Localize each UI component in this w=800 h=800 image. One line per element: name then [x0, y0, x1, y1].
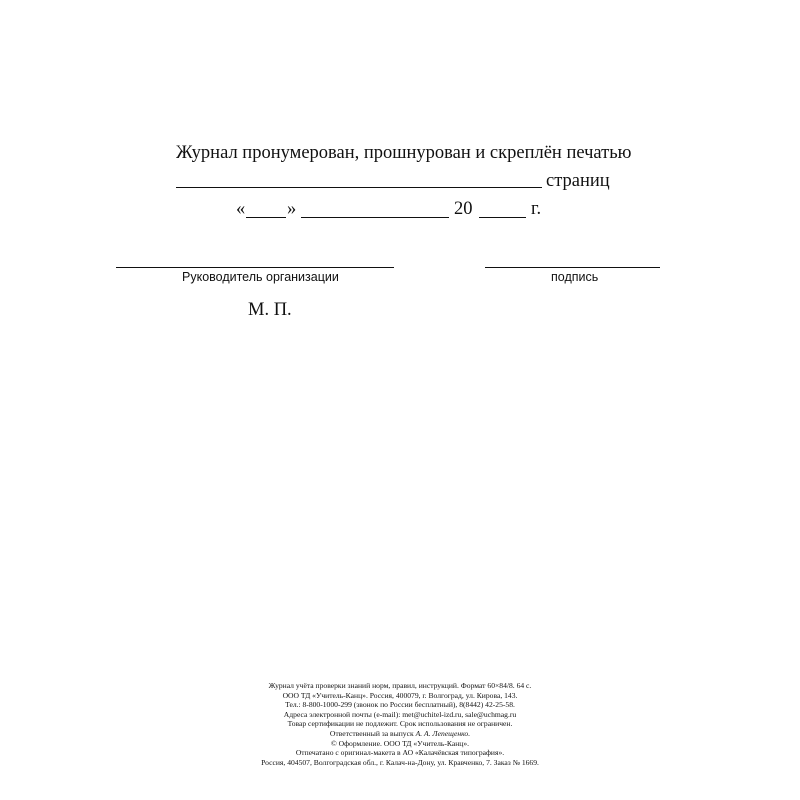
date-close-quote: »: [287, 199, 297, 219]
imprint-line: © Оформление. ООО ТД «Учитель-Канц».: [330, 738, 470, 748]
head-signature-line: [116, 267, 394, 268]
responsible-prefix: Ответственный за выпуск: [329, 728, 414, 738]
imprint-line: ООО ТД «Учитель-Канц». Россия, 400079, г. Волгоград, ул. Кирова, 143.: [282, 690, 518, 700]
pages-count-blank: [176, 187, 542, 188]
imprint-line: Отпечатано с оригинал-макета в АО «Калачёвская типография».: [295, 748, 505, 758]
pages-count-line: [176, 171, 610, 193]
stamp-place-label: М. П.: [248, 300, 292, 320]
imprint-line: Россия, 404507, Волгоградская обл., г. Калач-на-Дону, ул. Кравченко, 7. Заказ № 1669.: [261, 757, 539, 767]
responsible-name: А. А. Лепещенко.: [415, 728, 471, 738]
imprint-line: Товар сертификации не подлежит. Срок использования не ограничен.: [287, 719, 513, 729]
date-line: [236, 199, 556, 223]
year-prefix: 20: [454, 199, 473, 219]
imprint-line: Адреса электронной почты (e-mail): met@uchitel-izd.ru, sale@uchmag.ru: [283, 709, 517, 719]
imprint-line: Журнал учёта проверки знаний норм, правил, инструкций. Формат 60×84/8. 64 с.: [268, 681, 532, 690]
day-blank: [246, 217, 286, 218]
year-blank: [479, 217, 526, 218]
pages-word: страниц: [546, 171, 610, 191]
signature-label: подпись: [551, 270, 599, 284]
certification-title: Журнал пронумерован, прошнурован и скреплён печатью: [176, 143, 632, 163]
imprint-block: [200, 681, 600, 767]
month-blank: [301, 217, 449, 218]
imprint-line: Тел.: 8-800-1000-299 (звонок по России бесплатный), 8(8442) 42-25-58.: [285, 700, 515, 710]
date-open-quote: «: [236, 199, 246, 219]
signature-line: [485, 267, 660, 268]
head-label: Руководитель организации: [182, 270, 339, 284]
year-suffix: г.: [531, 199, 542, 219]
imprint-line: [200, 729, 600, 739]
